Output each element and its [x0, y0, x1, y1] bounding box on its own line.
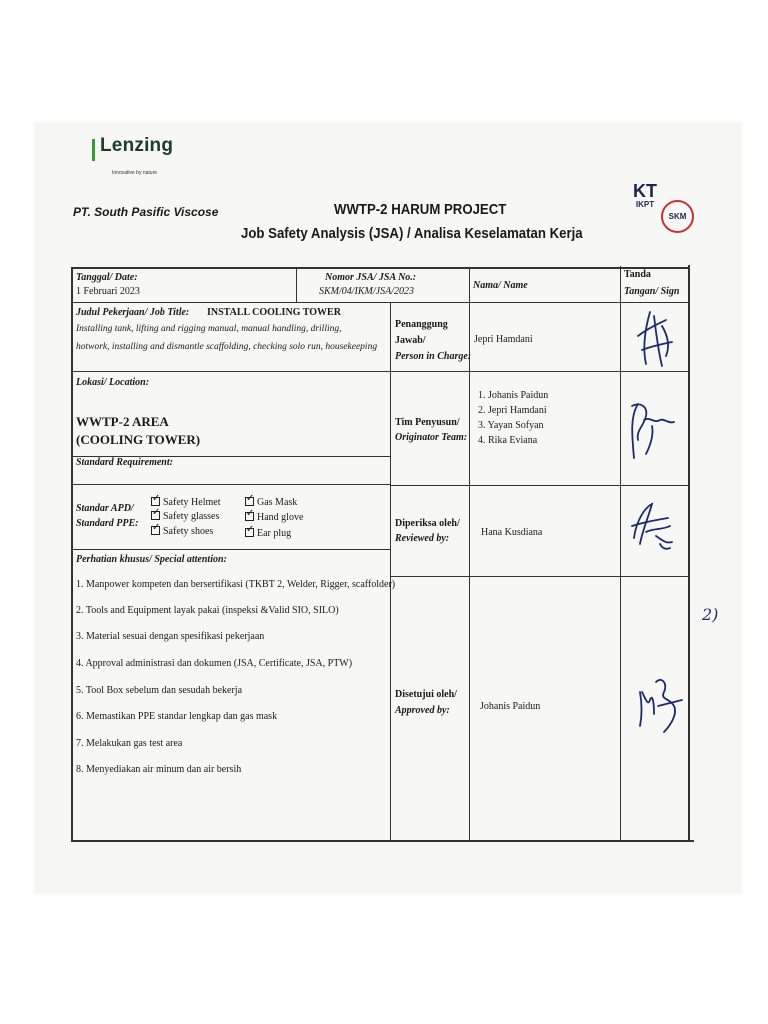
checkbox-icon[interactable] — [245, 512, 254, 521]
approved-label-2: Approved by: — [395, 705, 450, 716]
special-item: 4. Approval administrasi dan dokumen (JSA, Certificate, JSA, PTW) — [76, 658, 353, 669]
ikpt-logo: KT IKPT — [633, 181, 657, 209]
approved-name: Johanis Paidun — [480, 701, 541, 712]
reviewed-label-1: Diperiksa oleh/ — [395, 518, 460, 529]
signature-team — [624, 396, 680, 466]
company-name: PT. South Pasific Viscose — [73, 205, 219, 219]
special-item: 2. Tools and Equipment layak pakai (inspeksi &Valid SIO, SILO) — [76, 605, 339, 616]
checkbox-icon[interactable] — [245, 528, 254, 537]
checkbox-icon[interactable] — [151, 526, 160, 535]
lenzing-logo: Lenzing — [100, 135, 174, 156]
ppe-item: Safety shoes — [163, 526, 214, 537]
pic-label-1: Penanggung — [395, 319, 448, 330]
pic-label-3: Person in Charge: — [395, 351, 472, 362]
special-attention-label: Perhatian khusus/ Special attention: — [76, 554, 227, 565]
checkbox-icon[interactable] — [245, 497, 254, 506]
ppe-item: Gas Mask — [257, 497, 298, 508]
checkbox-icon[interactable] — [151, 497, 160, 506]
team-member: 4. Rika Eviana — [478, 435, 538, 446]
job-title-label: Judul Pekerjaan/ Job Title: — [76, 307, 190, 318]
logo-bar — [92, 139, 95, 161]
location-value-2: (COOLING TOWER) — [76, 432, 201, 447]
team-member: 2. Jepri Hamdani — [478, 405, 547, 416]
approved-label-1: Disetujui oleh/ — [395, 689, 457, 700]
reviewed-label-2: Reviewed by: — [395, 533, 450, 544]
name-header: Nama/ Name — [473, 280, 528, 291]
logo-tagline: Innovative by nature — [112, 170, 158, 176]
checkbox-icon[interactable] — [151, 511, 160, 520]
ppe-label-2: Standard PPE: — [76, 518, 139, 529]
ppe-item: Safety Helmet — [163, 497, 221, 508]
location-label: Lokasi/ Location: — [76, 377, 150, 388]
team-label-1: Tim Penyusun/ — [395, 417, 460, 428]
special-item: 6. Memastikan PPE standar lengkap dan gas mask — [76, 711, 278, 722]
team-member: 1. Johanis Paidun — [478, 390, 549, 401]
special-item: 1. Manpower kompeten dan bersertifikasi (TKBT 2, Welder, Rigger, scaffolder) — [76, 579, 396, 590]
special-item: 3. Material sesuai dengan spesifikasi pekerjaan — [76, 631, 265, 642]
date-label: Tanggal/ Date: — [76, 272, 138, 283]
sign-header-1: Tanda — [624, 269, 651, 280]
team-member: 3. Yayan Sofyan — [478, 420, 544, 431]
job-title-value: INSTALL COOLING TOWER — [207, 307, 341, 318]
document-title: Job Safety Analysis (JSA) / Analisa Keselamatan Kerja — [241, 225, 583, 242]
ppe-item: Hand glove — [257, 512, 304, 523]
team-label-2: Originator Team: — [395, 432, 468, 443]
margin-note: 2) — [702, 605, 719, 624]
special-item: 7. Melakukan gas test area — [76, 738, 183, 749]
signature-pic — [628, 306, 680, 370]
special-item: 8. Menyediakan air minum dan air bersih — [76, 764, 242, 775]
date-value: 1 Februari 2023 — [76, 286, 140, 297]
jsa-no-label: Nomor JSA/ JSA No.: — [325, 272, 417, 283]
ppe-item: Safety glasses — [163, 511, 220, 522]
signature-reviewer — [626, 498, 676, 554]
pic-label-2: Jawab/ — [395, 335, 426, 346]
signature-approver — [634, 670, 686, 736]
reviewed-name: Hana Kusdiana — [481, 527, 543, 538]
ppe-label-1: Standar APD/ — [76, 503, 134, 514]
project-title: WWTP-2 HARUM PROJECT — [334, 201, 507, 218]
jsa-no-value: SKM/04/IKM/JSA/2023 — [319, 286, 414, 297]
pic-name: Jepri Hamdani — [474, 334, 533, 345]
skm-logo: SKM — [661, 200, 694, 233]
special-item: 5. Tool Box sebelum dan sesudah bekerja — [76, 685, 243, 696]
location-value-1: WWTP-2 AREA — [76, 414, 169, 429]
standard-requirement-label: Standard Requirement: — [76, 457, 173, 468]
ppe-item: Ear plug — [257, 528, 292, 539]
job-desc-line-2: hotwork, installing and dismantle scaffolding, checking solo run, housekeeping — [76, 342, 378, 352]
job-desc-line-1: Installing tank, lifting and rigging manual, manual handling, drilling, — [76, 324, 342, 334]
sign-header-2: Tangan/ Sign — [624, 286, 680, 297]
